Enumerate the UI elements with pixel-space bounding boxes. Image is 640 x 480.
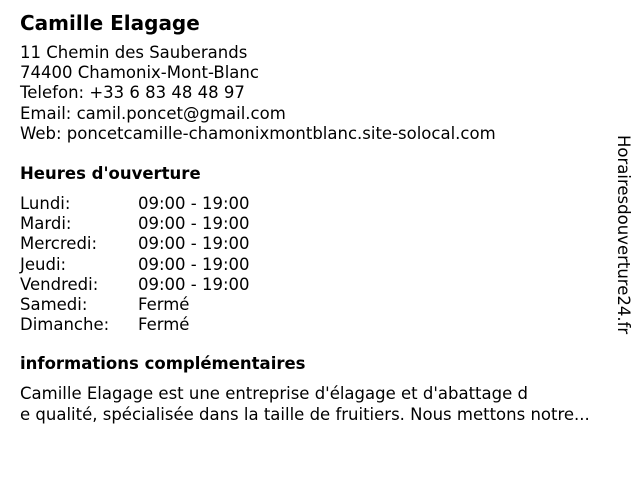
day-hours: 09:00 - 19:00 [138, 234, 250, 254]
hours-table [20, 194, 250, 335]
web-line: Web: poncetcamille-chamonixmontblanc.site-solocal.com [20, 123, 496, 143]
info-line: Camille Elagage est une entreprise d'élagage et d'abattage d [20, 384, 528, 403]
hours-row [20, 295, 250, 315]
day-label: Lundi: [20, 194, 71, 213]
day-label: Mercredi: [20, 234, 98, 254]
contact-block [20, 43, 496, 144]
info-description [20, 383, 620, 425]
hours-row [20, 234, 250, 254]
day-label: Samedi: [20, 295, 88, 315]
address-street: 11 Chemin des Sauberands [20, 43, 248, 62]
address-city: 74400 Chamonix-Mont-Blanc [20, 63, 259, 83]
day-hours: 09:00 - 19:00 [138, 254, 250, 274]
info-title: informations complémentaires [20, 354, 306, 373]
day-hours: 09:00 - 19:00 [138, 274, 250, 294]
info-line: e qualité, spécialisée dans la taille de fruitiers. Nous mettons notre... [20, 405, 590, 424]
business-name: Camille Elagage [20, 11, 200, 35]
hours-row [20, 255, 250, 275]
site-watermark: Horairesdouverture24.fr [614, 135, 633, 335]
day-label: Vendredi: [20, 274, 99, 294]
day-label: Mardi: [20, 214, 72, 234]
hours-title: Heures d'ouverture [20, 164, 201, 183]
hours-row [20, 194, 250, 214]
day-hours: Fermé [138, 295, 190, 315]
email-line: Email: camil.poncet@gmail.com [20, 103, 286, 123]
hours-row [20, 315, 250, 335]
day-label: Jeudi: [20, 254, 67, 274]
hours-row [20, 275, 250, 295]
hours-row [20, 214, 250, 234]
day-hours: 09:00 - 19:00 [138, 214, 250, 234]
day-hours: 09:00 - 19:00 [138, 194, 250, 213]
day-label: Dimanche: [20, 315, 110, 335]
day-hours: Fermé [138, 315, 190, 335]
phone-line: Telefon: +33 6 83 48 48 97 [20, 83, 245, 103]
